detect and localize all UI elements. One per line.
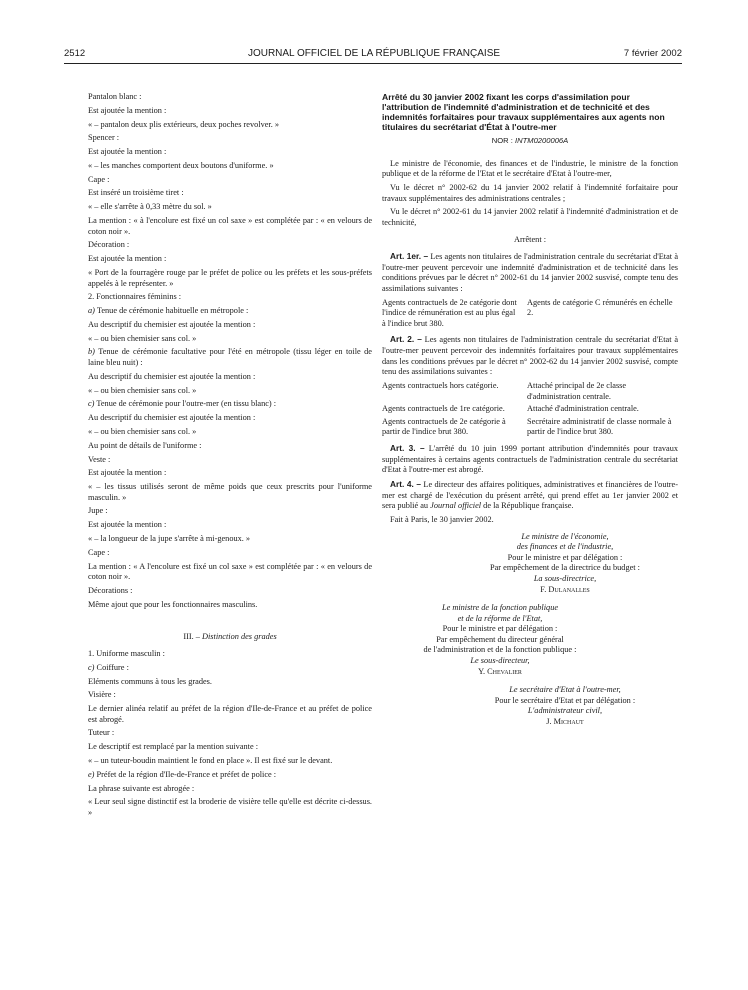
page-number: 2512 — [64, 48, 86, 59]
table-row — [382, 404, 678, 417]
signatory-title: Le secrétaire d'Etat à l'outre-mer, — [509, 685, 621, 695]
paragraph: Est ajoutée la mention : — [88, 105, 167, 115]
paragraph: Tuteur : — [88, 728, 115, 738]
paragraph: Même ajout que pour les fonctionnaires masculins. — [88, 599, 258, 609]
article-1 — [382, 251, 678, 294]
cell-text: Agents contractuels de 2e catégorie dont l'indice de rémunération est au plus égal à l'indice brut 380. — [382, 297, 517, 328]
table-row — [382, 381, 678, 404]
paragraph: Au descriptif du chemisier est ajoutée la mention : — [88, 319, 256, 329]
paragraph — [88, 770, 372, 781]
paragraph-text: Coiffure : — [96, 662, 129, 672]
paragraph: Est ajoutée la mention : — [88, 147, 167, 157]
arretent-heading: Arrêtent : — [513, 234, 547, 244]
paragraph: Cape : — [88, 547, 110, 557]
list-letter: c) — [88, 399, 95, 409]
delegation-line: Par empêchement de la directrice du budget : — [490, 563, 640, 573]
list-letter: c) — [88, 662, 95, 672]
quote: « – ou bien chemisier sans col. » — [88, 333, 197, 343]
paragraph: Décorations : — [88, 585, 133, 595]
article-text: Le directeur des affaires politiques, administratives et financières de l'outre-mer est chargé de l'exécution du présent arrêté, qui prend effet au 1er janvier 2002 et sera publié au — [382, 479, 678, 511]
list-letter: b) — [88, 347, 95, 357]
table-cell — [382, 381, 527, 404]
header-rule — [64, 63, 682, 64]
delegation-line: Pour le secrétaire d'Etat et par délégation : — [494, 695, 636, 705]
quote: « – les manches comportent deux boutons d'uniforme. » — [88, 160, 274, 170]
signatory-role: La sous-directrice, — [533, 573, 597, 583]
article-4 — [382, 479, 678, 512]
paragraph: Au descriptif du chemisier est ajoutée la mention : — [88, 371, 256, 381]
paragraph: Pantalon blanc : — [88, 92, 142, 101]
quote: « Leur seul signe distinctif est la broderie de visière telle qu'elle est décrite ci-dessus. » — [88, 797, 372, 817]
quote: « – pantalon deux plis extérieurs, deux poches revolver. » — [88, 119, 280, 129]
quote: « – un tuteur-boudin maintient le fond en place ». Il est fixé sur le devant. — [88, 756, 333, 765]
article-label: Art. 4. – — [390, 478, 422, 489]
paragraph — [88, 663, 372, 674]
paragraph: Vu le décret n° 2002-61 du 14 janvier 2002 relatif à l'indemnité d'administration et de technicité, — [382, 207, 678, 227]
signatory-role: L'administrateur civil, — [527, 706, 603, 716]
list-letter: e) — [88, 769, 95, 779]
signature-block-public-service — [382, 603, 678, 677]
paragraph: Eléments communs à tous les grades. — [88, 676, 212, 686]
quote: « – la longueur de la jupe s'arrête à mi-genoux. » — [88, 534, 251, 544]
right-column — [382, 92, 678, 728]
quote: « – les tissus utilisés seront de même poids que ceux prescrits pour l'uniforme masculin. » — [88, 482, 372, 502]
article-3 — [382, 443, 678, 476]
delegation-line: Pour le ministre et par délégation : — [442, 624, 558, 634]
paragraph: Le ministre de l'économie, des finances et de l'industrie, le ministre de la fonction publique et de la réforme de l'Etat et le secrétaire d'Etat à l'outre-mer, — [382, 158, 678, 179]
nor-code: INTM0200006A — [515, 136, 569, 145]
quote: « – ou bien chemisier sans col. » — [88, 426, 197, 436]
paragraph: La mention : « à l'encolure est fixé un col saxe » est complétée par : « en velours de coton noir ». — [88, 216, 372, 236]
signatory-role: Le sous-directeur, — [470, 656, 530, 666]
journal-title: JOURNAL OFFICIEL DE LA RÉPUBLIQUE FRANÇAISE — [247, 48, 501, 59]
cell-text: Secrétaire administratif de classe normale à partir de l'indice brut 380. — [527, 416, 672, 437]
assimilation-table-2 — [382, 381, 678, 440]
delegation-line: Par empêchement du directeur général — [436, 634, 564, 644]
assimilation-table-1 — [382, 298, 678, 332]
paragraph: Spencer : — [88, 133, 120, 143]
nor-reference — [382, 136, 678, 147]
paragraph: Veste : — [88, 454, 111, 464]
paragraph-text: Préfet de la région d'Ile-de-France et préfet de police : — [96, 769, 277, 779]
paragraph: La mention : « A l'encolure est fixé un col saxe » est complétée par : « en velours de coton noir ». — [88, 561, 372, 582]
paragraph: Est inséré un troisième tiret : — [88, 188, 184, 198]
cell-text: Agents contractuels de 2e catégorie à partir de l'indice brut 380. — [382, 416, 506, 437]
paragraph: Vu le décret n° 2002-62 du 14 janvier 2002 relatif à l'indemnité forfaitaire pour travaux supplémentaires des administrations centrales ; — [382, 182, 678, 203]
quote: « – elle s'arrête à 0,33 mètre du sol. » — [88, 202, 212, 212]
signature-block-overseas — [382, 685, 678, 727]
list-letter: a) — [88, 306, 95, 316]
quote: « – ou bien chemisier sans col. » — [88, 385, 197, 395]
paragraph-text: Tenue de cérémonie habituelle en métropole : — [96, 306, 249, 316]
quote: « Port de la fourragère rouge par le préfet de police ou les préfets et les sous-préfets appelés à le représenter. » — [88, 267, 372, 288]
signatory-title: Le ministre de la fonction publique — [441, 603, 559, 613]
paragraph: Décoration : — [88, 240, 130, 250]
left-column — [88, 92, 372, 822]
cell-text: Agents de catégorie C rémunérés en échelle 2. — [527, 297, 673, 318]
paragraph — [88, 347, 372, 368]
signature-block-economy — [382, 532, 678, 596]
paragraph: Au descriptif du chemisier est ajoutée la mention : — [88, 413, 256, 423]
delegation-line: de l'administration et de la fonction publique : — [423, 645, 577, 655]
issue-date: 7 février 2002 — [623, 48, 682, 59]
section-title: Distinction des grades — [202, 632, 277, 642]
table-cell — [527, 417, 678, 440]
table-cell — [382, 298, 527, 332]
decree-title: Arrêté du 30 janvier 2002 fixant les corps d'assimilation pour l'attribution de l'indemnité d'administration et de technicité et des indemnités forfaitaires pour travaux supplémentaires aux agents non titulaires du secrétariat d'État à l'outre-mer — [382, 92, 665, 132]
paragraph-text: Tenue de cérémonie facultative pour l'été en métropole (tissu léger en toile de laine bleu nuit) : — [88, 347, 372, 368]
table-row — [382, 417, 678, 440]
article-text: Les agents non titulaires de l'administration centrale du secrétariat d'Etat à l'outre-mer peuvent percevoir une indemnité d'administration et de technicité dans les conditions prévues par le décret n° 2002-61 du 14 janvier 2002 susvisé, compte tenu des assimilations suivantes : — [382, 252, 678, 293]
article-2 — [382, 334, 678, 377]
article-text: Les agents non titulaires de l'administration centrale du secrétariat d'Etat à l'outre-mer peuvent percevoir des indemnités forfaitaires pour travaux supplémentaires dans les conditions prévues par le décret n° 2002-62 du 14 janvier 2002 susvisé, compte tenu des assimilations suivantes : — [382, 335, 679, 377]
cell-text: Agents contractuels de 1re catégorie. — [382, 404, 505, 414]
cell-text: Attaché d'administration centrale. — [527, 404, 639, 414]
signatory-name: J. Michaut — [546, 717, 584, 727]
paragraph-text: Tenue de cérémonie pour l'outre-mer (en tissu blanc) : — [96, 399, 277, 409]
paragraph: Est ajoutée la mention : — [88, 254, 167, 264]
signatory-title: des finances et de l'industrie, — [516, 542, 614, 552]
nor-label: NOR : — [491, 136, 513, 145]
paragraph: Le dernier alinéa relatif au préfet de la région d'Ile-de-France et au préfet de police est abrogé. — [88, 704, 372, 724]
cell-text: Agents contractuels hors catégorie. — [382, 381, 499, 391]
signatory-name: Y. Chevalier — [478, 666, 522, 676]
paragraph — [88, 399, 372, 410]
table-cell — [527, 381, 678, 404]
paragraph: Est ajoutée la mention : — [88, 520, 167, 530]
paragraph: Cape : — [88, 174, 110, 184]
fait-a-paris: Fait à Paris, le 30 janvier 2002. — [390, 514, 494, 524]
table-cell — [527, 298, 678, 332]
paragraph: Est ajoutée la mention : — [88, 468, 167, 478]
table-cell — [382, 404, 527, 417]
paragraph: Le descriptif est remplacé par la mention suivante : — [88, 742, 259, 752]
article-text: L'arrêté du 10 juin 1999 portant attribution d'indemnités pour travaux supplémentaires à certains agents contractuels de l'administration centrale du secrétariat d'Etat à l'outre-mer est abrogé. — [382, 444, 679, 475]
paragraph — [88, 306, 372, 317]
table-cell — [382, 417, 527, 440]
section-heading — [88, 632, 372, 643]
signatory-title: et de la réforme de l'Etat, — [457, 613, 543, 623]
paragraph: Au point de détails de l'uniforme : — [88, 440, 202, 450]
signatory-title: Le ministre de l'économie, — [521, 531, 609, 541]
delegation-line: Pour le ministre et par délégation : — [507, 552, 623, 562]
cell-text: Attaché principal de 2e classe d'administration centrale. — [527, 381, 627, 401]
article-text: de la République française. — [483, 501, 574, 511]
paragraph: Visière : — [88, 690, 116, 700]
section-number: III. – — [183, 632, 200, 642]
article-label: Art. 2. – — [390, 334, 422, 345]
paragraph: La phrase suivante est abrogée : — [88, 783, 195, 793]
journal-name: Journal officiel — [430, 501, 482, 511]
signatory-name: F. Dulanalles — [540, 584, 590, 594]
article-label: Art. 1er. – — [390, 251, 429, 262]
table-cell — [527, 404, 678, 417]
paragraph: Jupe : — [88, 506, 108, 516]
paragraph: 2. Fonctionnaires féminins : — [88, 292, 182, 302]
article-label: Art. 3. – — [390, 443, 425, 453]
table-row — [382, 298, 678, 332]
paragraph: 1. Uniforme masculin : — [88, 648, 165, 658]
